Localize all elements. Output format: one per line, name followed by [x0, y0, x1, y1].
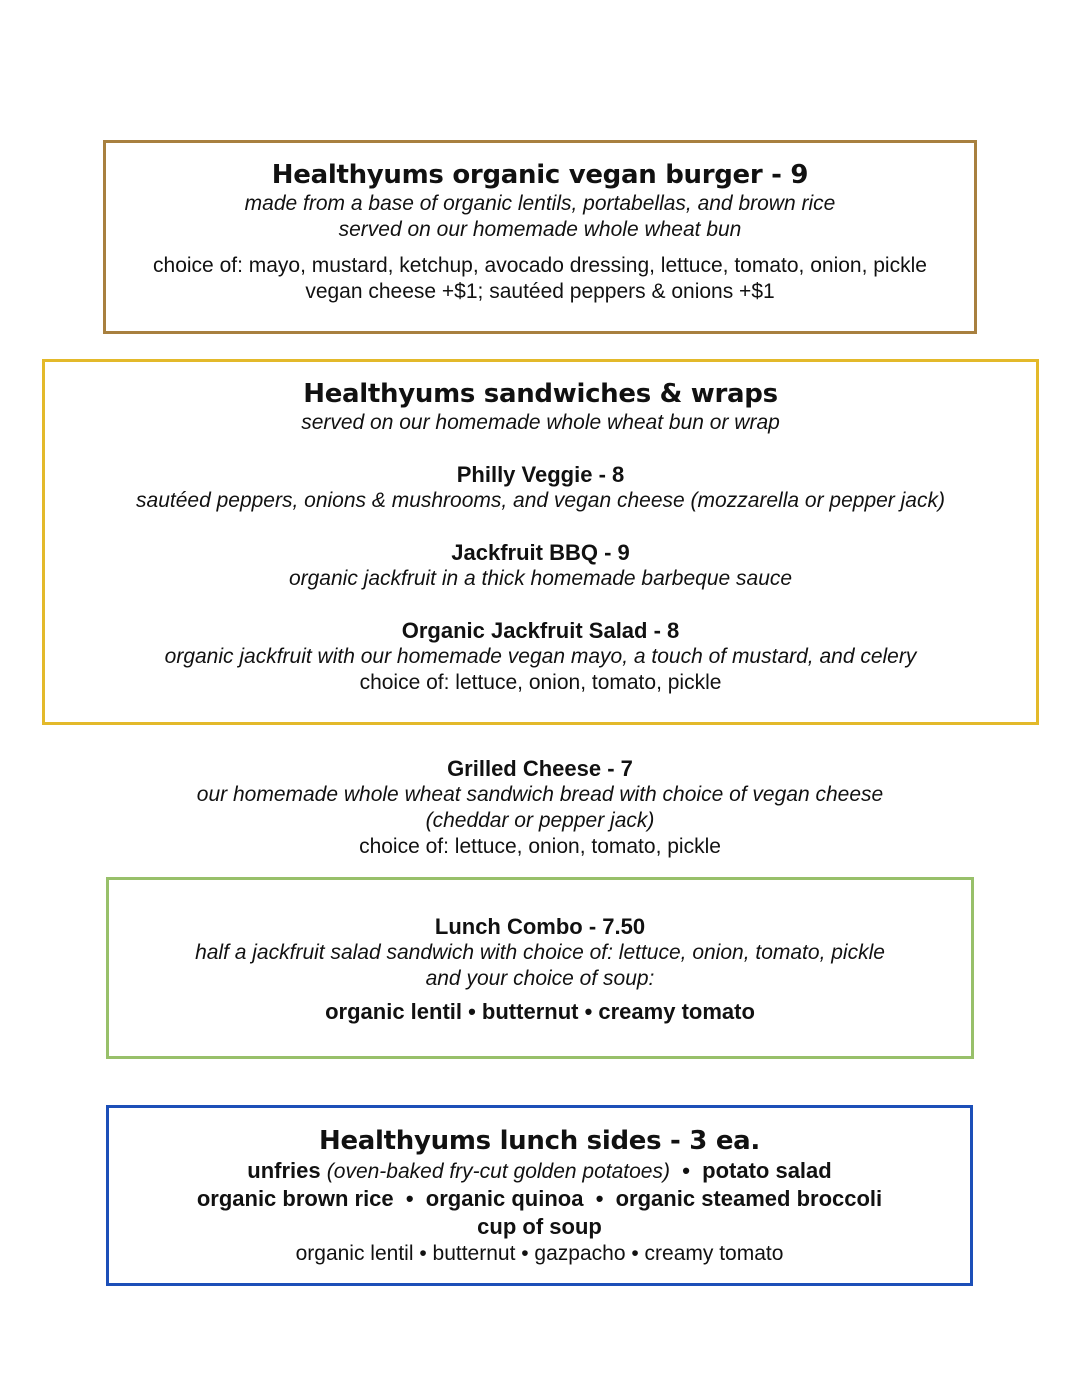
item-description-line-1: our homemade whole wheat sandwich bread with choice of vegan cheese — [196, 783, 884, 806]
sides-title: Healthyums lunch sides - 3 ea. — [319, 1126, 760, 1156]
sandwiches-section — [42, 359, 1039, 725]
menu-item-organic-jackfruit-salad — [45, 617, 1036, 696]
item-description-line-1: half a jackfruit salad sandwich with choice of: lettuce, onion, tomato, pickle — [195, 941, 885, 964]
side-cup-of-soup: cup of soup — [477, 1214, 602, 1239]
lunch-sides-section — [106, 1105, 973, 1286]
burger-choices-line-1: choice of: mayo, mustard, ketchup, avocado dressing, lettuce, tomato, onion, pickle — [153, 254, 927, 277]
sandwiches-title: Healthyums sandwiches & wraps — [303, 379, 778, 409]
item-description: sautéed peppers, onions & mushrooms, and vegan cheese (mozzarella or pepper jack) — [136, 489, 945, 512]
burger-choices-line-2: vegan cheese +$1; sautéed peppers & onions +$1 — [305, 280, 775, 303]
item-description: organic jackfruit in a thick homemade barbeque sauce — [288, 567, 793, 590]
burger-description-line-1: made from a base of organic lentils, portabellas, and brown rice — [244, 192, 836, 215]
item-choices: choice of: lettuce, onion, tomato, pickle — [359, 671, 722, 694]
item-description-line-2: and your choice of soup: — [425, 967, 655, 990]
sides-line-2: organic brown rice • organic quinoa • organic steamed broccoli — [196, 1186, 883, 1211]
soup-list: organic lentil • butternut • gazpacho • creamy tomato — [295, 1242, 784, 1265]
item-name: Grilled Cheese - 7 — [447, 756, 633, 781]
item-name: Jackfruit BBQ - 9 — [451, 540, 630, 565]
soup-options: organic lentil • butternut • creamy tomato — [325, 999, 755, 1024]
item-name: Lunch Combo - 7.50 — [434, 914, 646, 939]
menu-item-jackfruit-bbq — [45, 539, 1036, 592]
burger-title: Healthyums organic vegan burger - 9 — [271, 160, 809, 190]
item-name: Philly Veggie - 8 — [456, 462, 625, 487]
sandwiches-subtitle: served on our homemade whole wheat bun or wrap — [301, 411, 780, 434]
side-potato-salad: potato salad — [702, 1158, 832, 1183]
menu-item-philly-veggie — [45, 461, 1036, 514]
item-name: Organic Jackfruit Salad - 8 — [401, 618, 680, 643]
burger-section — [103, 140, 977, 334]
side-unfries: unfries — [247, 1158, 321, 1183]
lunch-combo-section — [106, 877, 974, 1059]
bullet-separator: • — [682, 1158, 690, 1183]
side-unfries-description: (oven-baked fry-cut golden potatoes) — [326, 1160, 670, 1183]
item-description-line-2: (cheddar or pepper jack) — [425, 809, 655, 832]
grilled-cheese-section — [100, 755, 980, 860]
sides-line-1 — [109, 1157, 970, 1185]
item-description: organic jackfruit with our homemade vegan mayo, a touch of mustard, and celery — [164, 645, 917, 668]
burger-description-line-2: served on our homemade whole wheat bun — [338, 218, 742, 241]
item-choices: choice of: lettuce, onion, tomato, pickle — [359, 835, 721, 858]
